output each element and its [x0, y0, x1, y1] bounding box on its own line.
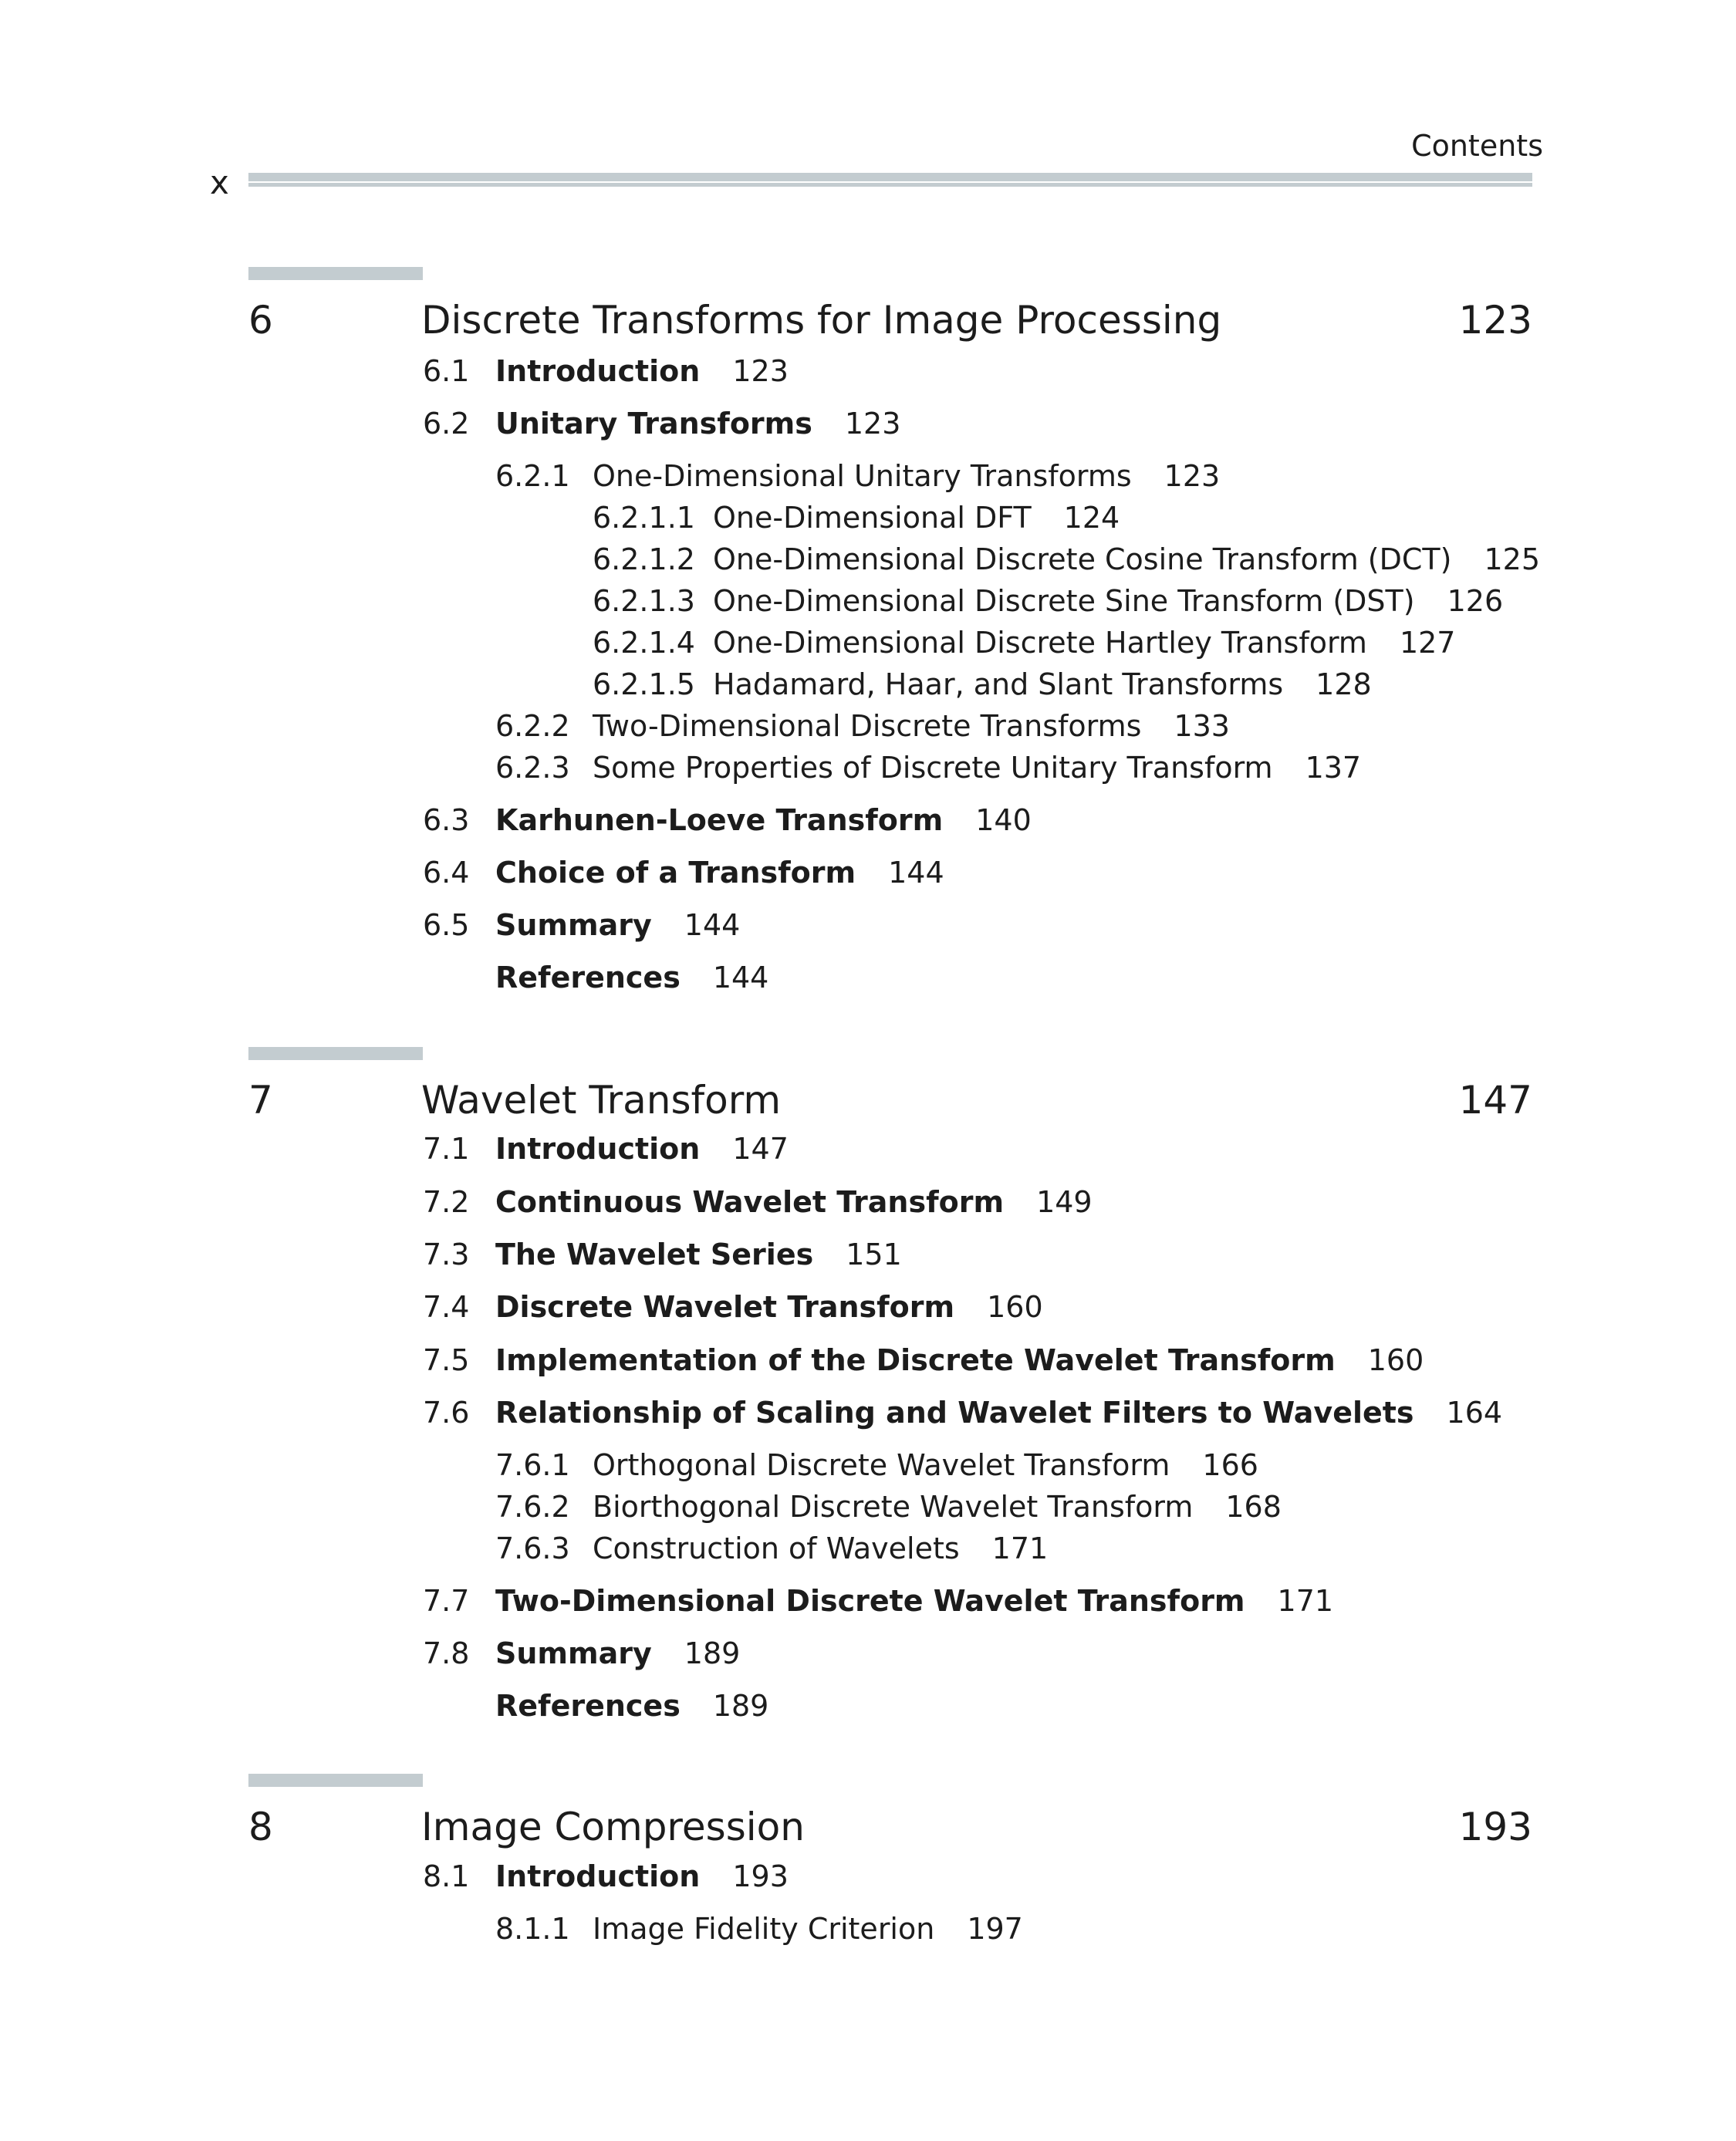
subsection-page: 123 [1164, 459, 1221, 493]
toc-entry-7-4[interactable] [423, 1289, 1043, 1325]
toc-entry-7-6-2[interactable] [495, 1489, 1282, 1525]
toc-entry-6-2-2[interactable] [495, 708, 1230, 744]
subsubsection-title: One-Dimensional Discrete Sine Transform (DST) [713, 584, 1415, 618]
subsubsection-page: 124 [1063, 501, 1120, 535]
chapter-page: 147 [1458, 1078, 1532, 1123]
header-rule-thin [248, 183, 1532, 187]
section-title: References [495, 961, 681, 995]
toc-entry-6-4[interactable] [423, 855, 944, 890]
chapter-number: 8 [248, 1805, 273, 1849]
toc-entry-6-2-1[interactable] [495, 458, 1220, 494]
section-number: 7.7 [423, 1584, 470, 1618]
subsubsection-number: 6.2.1.3 [593, 584, 695, 618]
section-title: References [495, 1689, 681, 1723]
section-page: 189 [712, 1689, 769, 1723]
subsection-page: 133 [1174, 709, 1230, 743]
section-title: Introduction [495, 1132, 701, 1166]
section-number: 7.2 [423, 1185, 470, 1219]
toc-entry-6-2-1-1[interactable] [593, 500, 1120, 535]
toc-entry-7-3[interactable] [423, 1237, 902, 1272]
section-title: Unitary Transforms [495, 407, 812, 441]
chapter-heading[interactable] [248, 1070, 1532, 1132]
toc-entry-7-7[interactable] [423, 1583, 1333, 1619]
chapter-number: 6 [248, 298, 273, 343]
chapter-title: Wavelet Transform [421, 1078, 782, 1123]
toc-entry-8-1-1[interactable] [495, 1911, 1023, 1947]
subsection-number: 6.2.2 [495, 709, 570, 743]
subsubsection-page: 126 [1447, 584, 1504, 618]
subsubsection-title: One-Dimensional DFT [713, 501, 1032, 535]
subsection-page: 197 [967, 1912, 1023, 1946]
subsection-page: 166 [1202, 1448, 1258, 1482]
section-number: 8.1 [423, 1859, 470, 1893]
subsubsection-title: One-Dimensional Discrete Hartley Transform [713, 626, 1367, 660]
section-page: 147 [732, 1132, 789, 1166]
section-title: Summary [495, 908, 652, 942]
toc-entry-7-6-3[interactable] [495, 1531, 1048, 1566]
subsubsection-page: 125 [1484, 542, 1540, 576]
chapter-number: 7 [248, 1078, 273, 1123]
subsection-title: Construction of Wavelets [593, 1531, 960, 1565]
toc-entry-6-2-1-3[interactable] [593, 583, 1503, 619]
toc-entry-6-5[interactable] [423, 907, 740, 943]
section-page: 164 [1446, 1396, 1503, 1430]
subsection-title: Image Fidelity Criterion [593, 1912, 935, 1946]
subsection-number: 8.1.1 [495, 1912, 570, 1946]
chapter-title: Image Compression [421, 1805, 805, 1849]
section-page: 149 [1036, 1185, 1093, 1219]
section-title: Implementation of the Discrete Wavelet Transform [495, 1343, 1336, 1377]
toc-entry-7-2[interactable] [423, 1184, 1093, 1220]
subsection-page: 168 [1225, 1490, 1282, 1524]
section-title: Discrete Wavelet Transform [495, 1290, 955, 1324]
subsection-page: 137 [1305, 751, 1362, 785]
section-page: 171 [1277, 1584, 1334, 1618]
section-title: Karhunen-Loeve Transform [495, 803, 944, 837]
section-number: 7.6 [423, 1396, 470, 1430]
running-head: Contents [1411, 129, 1543, 163]
chapter-page: 193 [1458, 1805, 1532, 1849]
section-title: Relationship of Scaling and Wavelet Filters to Wavelets [495, 1396, 1414, 1430]
toc-entry-6-3[interactable] [423, 802, 1032, 838]
section-page: 160 [987, 1290, 1043, 1324]
toc-entry-8-1[interactable] [423, 1859, 789, 1894]
section-number: 6.1 [423, 354, 470, 388]
subsubsection-title: One-Dimensional Discrete Cosine Transform (DCT) [713, 542, 1452, 576]
subsection-number: 6.2.3 [495, 751, 570, 785]
chapter-bar [248, 1047, 423, 1060]
subsection-title: Two-Dimensional Discrete Transforms [593, 709, 1142, 743]
subsection-number: 7.6.1 [495, 1448, 570, 1482]
toc-entry-7-6-1[interactable] [495, 1447, 1258, 1483]
section-title: Introduction [495, 354, 701, 388]
subsection-number: 6.2.1 [495, 459, 570, 493]
section-number: 6.2 [423, 407, 470, 441]
toc-entry-7-references[interactable] [423, 1688, 768, 1724]
toc-entry-7-6[interactable] [423, 1395, 1502, 1430]
chapter-title: Discrete Transforms for Image Processing [421, 298, 1222, 343]
chapter-page: 123 [1458, 298, 1532, 343]
subsubsection-number: 6.2.1.2 [593, 542, 695, 576]
subsection-title: Orthogonal Discrete Wavelet Transform [593, 1448, 1170, 1482]
toc-entry-6-2-1-4[interactable] [593, 625, 1455, 660]
chapter-bar [248, 1774, 423, 1787]
subsubsection-page: 127 [1399, 626, 1456, 660]
section-number: 7.1 [423, 1132, 470, 1166]
section-number: 6.4 [423, 856, 470, 890]
subsubsection-number: 6.2.1.1 [593, 501, 695, 535]
section-page: 144 [888, 856, 944, 890]
toc-entry-6-2-1-5[interactable] [593, 667, 1372, 702]
section-number: 7.5 [423, 1343, 470, 1377]
section-page: 123 [732, 354, 789, 388]
toc-entry-7-1[interactable] [423, 1131, 789, 1167]
section-title: Summary [495, 1636, 652, 1670]
subsection-title: One-Dimensional Unitary Transforms [593, 459, 1132, 493]
section-title: The Wavelet Series [495, 1238, 814, 1271]
toc-entry-6-1[interactable] [423, 353, 789, 389]
header-rule [248, 173, 1532, 181]
section-number: 7.8 [423, 1636, 470, 1670]
subsection-number: 7.6.2 [495, 1490, 570, 1524]
toc-entry-6-2-1-2[interactable] [593, 542, 1540, 577]
subsection-page: 171 [991, 1531, 1049, 1565]
section-number: 7.4 [423, 1290, 470, 1324]
toc-entry-7-5[interactable] [423, 1342, 1424, 1378]
subsection-number: 7.6.3 [495, 1531, 570, 1565]
section-number: 7.3 [423, 1238, 470, 1271]
chapter-bar [248, 267, 423, 280]
subsection-title: Some Properties of Discrete Unitary Transform [593, 751, 1273, 785]
section-page: 193 [732, 1859, 789, 1893]
section-page: 140 [975, 803, 1032, 837]
subsubsection-number: 6.2.1.4 [593, 626, 695, 660]
toc-entry-6-2[interactable] [423, 406, 900, 441]
subsubsection-number: 6.2.1.5 [593, 667, 695, 701]
toc-entry-6-2-3[interactable] [495, 750, 1361, 785]
section-title: Continuous Wavelet Transform [495, 1185, 1005, 1219]
section-page: 151 [846, 1238, 902, 1271]
chapter-heading[interactable] [248, 1797, 1532, 1859]
chapter-heading[interactable] [248, 290, 1532, 352]
section-number: 6.5 [423, 908, 470, 942]
section-number: 6.3 [423, 803, 470, 837]
section-page: 144 [712, 961, 769, 995]
section-page: 123 [844, 407, 901, 441]
section-title: Choice of a Transform [495, 856, 856, 890]
page-folio: x [210, 164, 229, 201]
section-page: 160 [1367, 1343, 1424, 1377]
subsubsection-title: Hadamard, Haar, and Slant Transforms [713, 667, 1284, 701]
toc-entry-6-references[interactable] [423, 960, 768, 995]
subsection-title: Biorthogonal Discrete Wavelet Transform [593, 1490, 1194, 1524]
subsubsection-page: 128 [1316, 667, 1372, 701]
toc-entry-7-8[interactable] [423, 1636, 740, 1671]
section-title: Two-Dimensional Discrete Wavelet Transform [495, 1584, 1245, 1618]
section-page: 144 [684, 908, 741, 942]
section-title: Introduction [495, 1859, 701, 1893]
section-page: 189 [684, 1636, 741, 1670]
